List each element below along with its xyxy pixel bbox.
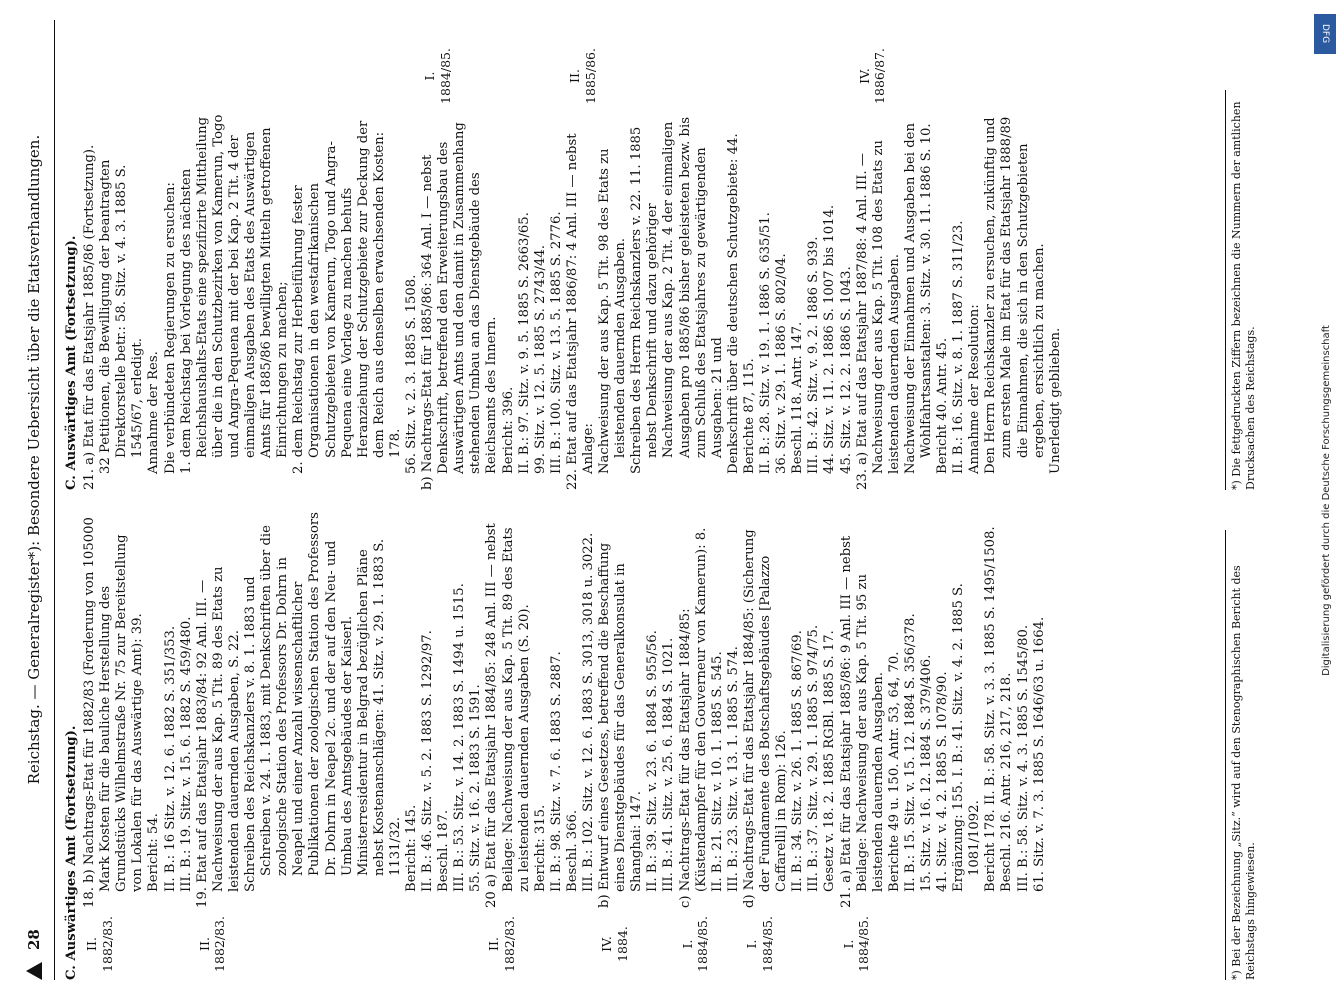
entry-line: 19. Etat auf das Etatsjahr 1883/84: 92 Anl. III. — Nachweisung der aus Kap. 5 Tit. 89 des Etats zu leistenden dauernden Ausgaben, S. 22. <box>194 566 242 908</box>
register-entry <box>597 510 677 980</box>
entry-line: 56. Sitz. v. 2. 3. 1885 S. 1508. <box>403 274 419 474</box>
entry-line: Die verbündeten Regierungen zu ersuchen: <box>162 182 178 474</box>
register-entry <box>855 40 1064 490</box>
entry-line: II. B.: 16 Sitz. v. 12. 6. 1882 S. 351/353. <box>162 625 178 892</box>
entry-line: 44. Sitz. v. 11. 2. 1886 S. 1007 bis 1014. <box>822 204 838 474</box>
entry-line: III. B.: 42. Sitz. v. 9. 2. 1886 S. 939. <box>806 236 822 474</box>
entry-text <box>420 112 565 490</box>
entry-line: II. B.: 34. Sitz. v. 26. 1. 1885 S. 867/69. <box>790 630 806 892</box>
entry-line: 1. dem Reichstag bei Vorlegung des nächsten Reichshaushalts-Etats eine spezifizirte Mittheilung über die in den Schutzbezirken von Kamerun, Togo und Angra-Pequena mit der bei Kap. 2 Tit. 4 der einmaligen Ausgaben des Etats des Auswärtigen Amts für 1885/86 bewilligten Mitteln getroffenen Einrichtungen zu machen; <box>178 114 291 474</box>
footnote-right: *) Die fettgedruckten Ziffern bezeichnen die Nummern der amtlichen Drucksachen des Reichstags. <box>1225 90 1258 490</box>
session-margin-note <box>82 40 420 112</box>
register-entry <box>678 510 742 980</box>
register-entry <box>839 510 1048 980</box>
entry-line: Bericht 178. II. B.: 58. Sitz. v. 3. 3. 1885 S. 1495/1508. <box>983 526 999 892</box>
entry-line: III. B.: 41. Sitz. v. 25. 6. 1884 S. 1021. <box>661 637 677 892</box>
entry-line: 21. a) Etat für das Etatsjahr 1885/86: 9 Anl. III — nebst Beilage: Nachweisung der aus Kap. 5 Tit. 95 zu leistenden dauernden Ausgaben. <box>838 535 886 908</box>
entry-line: 22. Etat auf das Etatsjahr 1886/87: 4 Anl. III — nebst Anlage: <box>564 133 596 490</box>
dfg-credit: Digitalisierung gefördert durch die Deutsche Forschungsgemeinschaft <box>1320 324 1332 676</box>
entry-line: 18. b) Nachtrags-Etat für 1882/83 (Forderung von 105000 Mark Kosten für die bauliche Herstellung des Grundstücks Wilhelmstraße Nr. 75 zur Bereitstellung von Lokalen für das Auswärtige Amt): 39. <box>82 517 146 908</box>
footnote-left: *) Bei der Bezeichnung „Sitz.“ wird auf den Stenographischen Bericht des Reichstags hingewiesen. <box>1225 530 1258 980</box>
entry-line: III. B.: 37. Sitz. v. 29. 1. 1885 S. 974/75. <box>806 624 822 892</box>
left-column <box>64 510 1214 980</box>
entry-line: d) Nachtrags-Etat für das Etatsjahr 1884/85: (Sicherung der Fundamente des Botschaftsgebäudes [Palazzo Caffarelli] in Rom): 126. <box>741 529 790 908</box>
register-entry <box>742 510 839 980</box>
entry-line: Ergänzung: 155. I. B.: 41. Sitz. v. 4. 2. 1885 S. 1081/1092. <box>951 583 983 892</box>
page-title: Reichstag. — Generalregister*): Besondere Uebersicht über die Etatsverhandlungen. <box>24 134 43 785</box>
entry-line: 36. Sitz. v. 29. 1. 1886 S. 802/04. <box>774 253 790 474</box>
entry-line: Unerledigt geblieben. <box>1047 327 1063 474</box>
entry-line: Schreiben des Herrn Reichskanzlers v. 22. 11. 1885 nebst Denkschrift und dazu gehöriger Nachweisung der aus Kap. 2 Tit. 4 der einmaligen Ausgaben pro 1885/86 bisher geleisteten bezw. bis zum Schluß des Etatsjahres zu gewärtigenden Ausgaben: 21 und <box>629 117 725 474</box>
entry-line: Bericht 40. Antr. 45. <box>935 337 951 474</box>
entry-line: III. B.: 53. Sitz. v. 14. 2. 1883 S. 1494 u. 1515. <box>452 583 468 892</box>
entry-line: Bericht: 145. <box>403 804 419 892</box>
entry-line: Bericht: 315. <box>532 804 548 892</box>
entry-line: Schreiben des Reichskanzlers v. 8. 1. 1883 und Schreiben v. 24. 1. 1883, mit Denkschriften über die zoologische Station des Professors Dr. Dohrn in Neapel und einer Anzahl wissenschaftlicher Publikationen der zoologischen Station des Professors Dr. Dohrn in Neapel 2c. und der auf den Neu- und Umbau des Amtsgebäudes der Kaiserl. Ministerresidentur in Belgrad bezüglichen Pläne nebst Kostenanschlägen: 41. Sitz. v. 29. 1. 1883 S. 1131/32. <box>243 512 403 892</box>
entry-line: Annahme der Res. <box>146 351 162 474</box>
entry-text <box>855 112 1064 490</box>
session-margin-note: II. 1882/83. <box>486 916 518 972</box>
entry-line: 32 Petitionen, die Bewilligung der beantragten Direktorstelle betr.: 58. Sitz. v. 4. 3. 1885 S. 1545/67, erledigt. <box>98 159 146 474</box>
entry-line: 21. a) Etat für das Etatsjahr 1885/86 (Fortsetzung). <box>82 144 98 490</box>
entry-line: Beschl. 187. <box>436 809 452 892</box>
entry-text <box>565 112 855 490</box>
register-entry <box>82 510 195 980</box>
session-margin-note: I. 1884/85. <box>743 916 775 972</box>
right-column-heading: C. Auswärtiges Amt (Fortsetzung). <box>64 235 79 490</box>
entry-text <box>195 510 485 908</box>
register-entry <box>565 40 855 490</box>
entry-line: Bericht: 54. <box>146 813 162 892</box>
register-entry <box>484 510 597 980</box>
entry-line: 61. Sitz. v. 7. 3. 1885 S. 1646/63 u. 1664. <box>1031 616 1047 892</box>
entry-text <box>742 510 839 908</box>
entry-line: II. B.: 39. Sitz. v. 23. 6. 1884 S. 955/56. <box>645 630 661 892</box>
entry-line: III. B.: 19. Sitz. v. 15. 6. 1882 S. 459/480. <box>178 616 194 892</box>
triangle-icon <box>26 962 42 980</box>
entry-line: II. B.: 21. Sitz. v. 10. 1. 1885 S. 545. <box>709 651 725 892</box>
entry-line: II. B.: 98. Sitz. v. 7. 6. 1883 S. 2887. <box>548 651 564 892</box>
entry-line: Bericht: 396. <box>500 386 516 474</box>
dfg-logo: DFG <box>1314 14 1336 54</box>
register-entry <box>82 40 420 490</box>
entry-line: III. B.: 58. Sitz. v. 4. 3. 1885 S. 1545/80. <box>1015 624 1031 892</box>
session-margin-note: II. 1885/86. <box>566 48 598 104</box>
entry-line: Beschl. 118. Antr. 147. <box>790 321 806 474</box>
entry-line: 20 a) Etat für das Etatsjahr 1884/85: 248 Anl. III — nebst Beilage: Nachweisung der aus Kap. 5 Tit. 89 des Etats zu leistenden dauernden Ausgaben (S. 20). <box>484 523 532 908</box>
session-margin-note: IV. 1886/87. <box>856 48 888 104</box>
entry-line: III. B.: 100. Sitz. v. 13. 5. 1885 S. 2776. <box>548 211 564 474</box>
entry-line: c) Nachtrags-Etat für das Etatsjahr 1884/85: (Küstendampfer für den Gouverneur von Kamerun): 8. <box>677 527 709 908</box>
register-entry <box>420 40 565 490</box>
entry-line: Berichte 87, 115. <box>741 358 757 474</box>
entry-line: Nachweisung der Einnahmen und Ausgaben bei den Wohlfahrtsanstalten: 3. Sitz. v. 30. 11. 1886 S. 10. <box>902 123 934 474</box>
left-column-heading: C. Auswärtiges Amt (Fortsetzung). <box>64 725 79 980</box>
right-column <box>64 40 1214 490</box>
entry-line: 55. Sitz. v. 16. 2. 1883 S. 1591. <box>468 684 484 892</box>
entry-line: 41. Sitz. v. 4. 2. 1885 S. 1078/90. <box>935 671 951 892</box>
session-margin-note: I. 1884/85. <box>840 916 872 972</box>
session-margin-note: I. 1884/85. <box>679 916 711 972</box>
entry-line: Nachweisung der aus Kap. 5 Tit. 98 des Etats zu leistenden dauernden Ausgaben. <box>597 148 629 474</box>
entry-line: Beschl. 366. <box>564 809 580 892</box>
entry-line: b) Nachtrags-Etat für 1885/86: 364 Anl. I — nebst Denkschrift, betreffend den Erweiterungsbau des Auswärtigen Amts und den damit in Zusammenhang stehenden Umbau an das Dienstgebäude des Reichsamts des Innern. <box>420 122 500 490</box>
entry-text <box>678 510 742 908</box>
entry-line: 2. dem Reichstag zur Herbeiführung fester Organisationen in den westafrikanischen Schutzgebieten von Kamerun, Togo und Angra-Pequena eine Vorlage zu machen behufs Heranziehung der Schutzgebiete zur Deckung der dem Reich aus denselben erwachsenden Kosten: 178. <box>291 120 403 474</box>
dfg-sidebar <box>1308 0 1344 1000</box>
entry-text <box>82 510 195 908</box>
entry-text <box>839 510 1048 908</box>
session-margin-note: II. 1882/83. <box>196 916 228 972</box>
entry-line: Den Herrn Reichskanzler zu ersuchen, zukünftig und zum ersten Male im Etat für das Etatsjahr 1888/89 die Einnahmen, die sich in den Schutzgebieten ergeben, ersichtlich zu machen. <box>983 116 1047 474</box>
register-entry <box>195 510 485 980</box>
entry-text <box>484 510 597 908</box>
entry-line: Berichte 49 u. 150. Antr. 53, 64, 70. <box>886 651 902 892</box>
entry-line: Annahme der Resolution: <box>967 304 983 474</box>
entry-line: II. B.: 15. Sitz. v. 15. 12. 1884 S. 356/378. <box>902 613 918 892</box>
entry-line: III. B.: 23. Sitz. v. 13. 1. 1885 S. 574. <box>725 646 741 892</box>
entry-line: II. B.: 97. Sitz. v. 9. 5. 1885 S. 2663/65. <box>516 212 532 474</box>
entry-line: 15. Sitz. v. 16. 12. 1884 S. 379/406. <box>918 654 934 892</box>
entry-line: Denkschrift über die deutschen Schutzgebiete: 44. <box>725 133 741 474</box>
entry-line: Gesetz v. 18. 2. 1885 RGBl. 1885 S. 17. <box>822 630 838 892</box>
entry-line: b) Entwurf eines Gesetzes, betreffend die Beschaffung eines Dienstgebäudes für das Generalkonsulat in Shanghai: 147. <box>597 542 645 908</box>
entry-line: 23. a) Etat auf das Etatsjahr 1887/88: 4 Anl. III. — Nachweisung der aus Kap. 5 Tit. 108 des Etats zu leistenden dauernden Ausgaben. <box>854 140 902 490</box>
entry-line: 99. Sitz. v. 12. 5. 1885 S. 2743/44. <box>532 245 548 474</box>
page-number: 28 <box>24 929 43 950</box>
entry-text <box>82 112 420 490</box>
entry-line: II. B.: 28. Sitz. v. 19. 1. 1886 S. 635/51. <box>758 212 774 474</box>
entry-line: 45. Sitz. v. 12. 2. 1886 S. 1043. <box>838 266 854 474</box>
session-margin-note: IV. 1884. <box>599 926 630 962</box>
entry-line: II. B.: 16. Sitz. v. 8. 1. 1887 S. 311/23. <box>951 220 967 474</box>
entry-line: III. B.: 102. Sitz. v. 12. 6. 1883 S. 3013, 3018 u. 3022. <box>581 532 596 892</box>
entry-line: II. B.: 46. Sitz. v. 5. 2. 1883 S. 1292/97. <box>420 630 436 892</box>
session-margin-note: I. 1884/85. <box>422 48 453 104</box>
session-margin-note: II. 1882/83. <box>84 916 115 972</box>
entry-line: Beschl. 216. Antr. 216, 217, 218. <box>999 672 1015 892</box>
entry-text <box>597 510 677 908</box>
page-header <box>14 20 55 980</box>
